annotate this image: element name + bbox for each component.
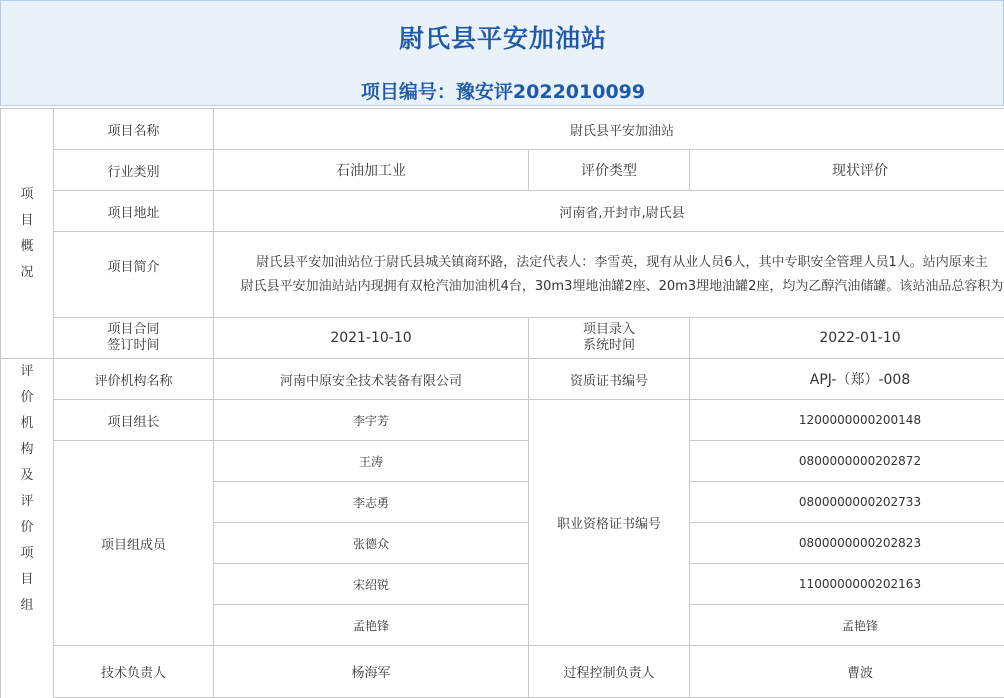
entry-date-label: 项目录入 系统时间 <box>529 318 690 359</box>
members-label: 项目组成员 <box>54 441 214 646</box>
address-value: 河南省,开封市,尉氏县 <box>214 191 1004 232</box>
page-header <box>0 0 1004 106</box>
page-title: 尉氏县平安加油站 <box>398 24 607 53</box>
member-cert: 0800000000202872 <box>690 441 1004 482</box>
leader-label: 项目组长 <box>54 400 214 441</box>
project-number-label: 项目编号： <box>360 81 456 103</box>
row-org <box>1 359 1004 400</box>
process-lead-label: 过程控制负责人 <box>529 646 690 698</box>
table-row <box>1 441 1004 482</box>
member-cert: 1100000000202163 <box>690 564 1004 605</box>
industry-value: 石油加工业 <box>214 150 529 191</box>
cert-label: 资质证书编号 <box>529 359 690 400</box>
section-overview-label: 项 目 概 况 <box>1 109 54 359</box>
industry-label: 行业类别 <box>54 150 214 191</box>
brief-line: 尉氏县平安加油站站内现拥有双枪汽油加油机4台，30m3埋地油罐2座、20m3埋地油罐2座，均为乙醇汽油储罐。该站油品总容积为 <box>240 278 1004 294</box>
org-label: 评价机构名称 <box>54 359 214 400</box>
contract-date-label: 项目合同 签订时间 <box>54 318 214 359</box>
contract-date-value: 2021-10-10 <box>214 318 529 359</box>
row-dates <box>1 318 1004 359</box>
row-leads <box>1 646 1004 698</box>
member-name: 王涛 <box>214 441 529 482</box>
brief-value <box>214 232 1004 318</box>
brief-label: 项目简介 <box>54 232 214 318</box>
project-name-label: 项目名称 <box>54 109 214 150</box>
tech-lead-value: 杨海军 <box>214 646 529 698</box>
member-name: 宋绍锐 <box>214 564 529 605</box>
eval-type-value: 现状评价 <box>690 150 1004 191</box>
member-name: 孟艳锋 <box>214 605 529 646</box>
member-name: 李志勇 <box>214 482 529 523</box>
entry-date-value: 2022-01-10 <box>690 318 1004 359</box>
project-number <box>1 77 1004 104</box>
row-project-name <box>1 109 1004 150</box>
member-cert: 孟艳锋 <box>690 605 1004 646</box>
eval-type-label: 评价类型 <box>529 150 690 191</box>
row-industry <box>1 150 1004 191</box>
leader-name: 李宇芳 <box>214 400 529 441</box>
brief-line: 尉氏县平安加油站位于尉氏县城关镇商环路，法定代表人：李雪英，现有从业人员6人，其中专职安全管理人员1人。站内原来主 <box>256 254 988 270</box>
section-evaluation-label: 评 价 机 构 及 评 价 项 目 组 <box>1 359 54 698</box>
cert-value: APJ-（郑）-008 <box>690 359 1004 400</box>
project-info-table <box>0 108 1004 698</box>
org-value: 河南中原安全技术装备有限公司 <box>214 359 529 400</box>
address-label: 项目地址 <box>54 191 214 232</box>
member-cert: 0800000000202823 <box>690 523 1004 564</box>
member-cert: 0800000000202733 <box>690 482 1004 523</box>
tech-lead-label: 技术负责人 <box>54 646 214 698</box>
qual-cert-label: 职业资格证书编号 <box>529 400 690 646</box>
project-name-value: 尉氏县平安加油站 <box>214 109 1004 150</box>
row-brief-a <box>1 232 1004 275</box>
row-address <box>1 191 1004 232</box>
row-leader <box>1 400 1004 441</box>
leader-cert: 1200000000200148 <box>690 400 1004 441</box>
project-number-value: 豫安评2022010099 <box>455 81 646 103</box>
member-name: 张德众 <box>214 523 529 564</box>
process-lead-value: 曹波 <box>690 646 1004 698</box>
